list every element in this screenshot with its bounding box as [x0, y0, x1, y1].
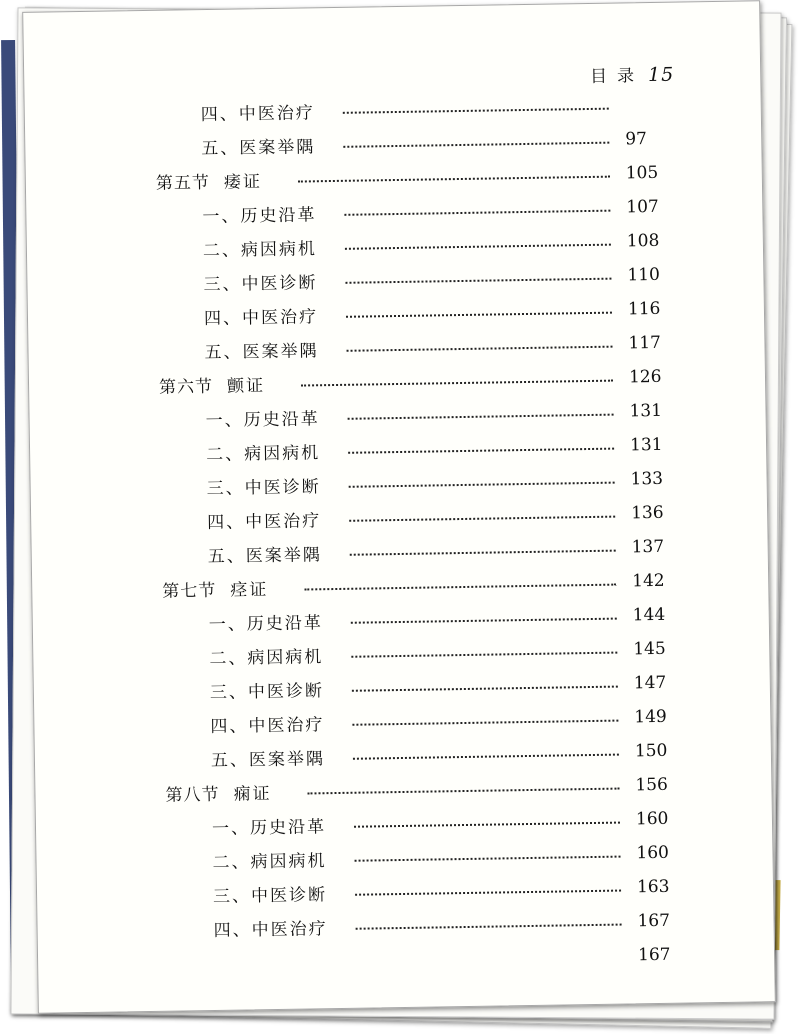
- toc-label-text: 第五节: [155, 172, 211, 194]
- toc-label-text: 三、中医诊断: [206, 477, 321, 500]
- toc-label-text: 五、医案举隅: [201, 137, 316, 160]
- toc-trailing-page-row: [38, 941, 774, 983]
- toc-page-number: 105: [625, 162, 659, 184]
- toc-page-number: 107: [626, 196, 659, 218]
- toc-label-text: 二、病因病机: [209, 647, 324, 669]
- toc-leader-dots: [347, 346, 613, 352]
- toc-item-label: [207, 506, 321, 533]
- toc-leader-dots: [343, 142, 609, 148]
- toc-page-number: 145: [633, 638, 666, 660]
- toc-label-text: 四、中医治疗: [207, 511, 322, 534]
- toc-item-label: [204, 336, 318, 363]
- toc-leader-dots: [345, 278, 611, 284]
- toc-item-label: [206, 438, 320, 465]
- toc-page-number: 147: [633, 672, 667, 694]
- toc-label-text: 五、医案举隅: [204, 341, 319, 364]
- toc-leader-dots: [307, 788, 619, 795]
- toc-page-number: 137: [631, 536, 665, 558]
- toc-item-label: [209, 642, 323, 669]
- toc-label-text: 二、病因病机: [206, 443, 321, 466]
- toc-leader-dots: [301, 380, 613, 387]
- toc-leader-dots: [350, 550, 616, 556]
- toc-page-number: 163: [636, 876, 670, 898]
- toc-leader-dots: [298, 176, 610, 183]
- page-header: [590, 61, 675, 87]
- toc-label-text: 第六节: [158, 376, 214, 398]
- toc-section-name: 痫证: [233, 784, 272, 805]
- toc-section-label: [156, 167, 262, 194]
- toc-section-name: 痿证: [223, 172, 263, 193]
- toc-label-text: 二、病因病机: [212, 851, 327, 873]
- toc-leader-dots: [348, 414, 614, 420]
- toc-item-label: [208, 540, 322, 567]
- toc-leader-dots: [352, 686, 618, 692]
- toc-leader-dots: [348, 448, 614, 454]
- toc-label-text: 三、中医诊断: [212, 885, 328, 907]
- toc-page-number: 167: [637, 944, 671, 966]
- toc-item-label: [213, 880, 327, 907]
- toc-leader-dots: [304, 584, 616, 591]
- toc-page-number: 110: [627, 264, 660, 286]
- toc-page-number: 160: [636, 842, 670, 864]
- toc-page-number: 97: [625, 129, 648, 150]
- toc-label-text: 四、中医治疗: [210, 715, 325, 737]
- toc-leader-dots: [355, 890, 621, 896]
- toc-leader-dots: [346, 312, 612, 318]
- toc-label-text: 三、中医诊断: [203, 273, 318, 296]
- toc-label-text: 一、历史沿革: [205, 409, 320, 432]
- toc-page-number: 131: [629, 434, 663, 456]
- toc-leader-dots: [349, 482, 615, 488]
- toc-item-label: [213, 914, 327, 941]
- toc-leader-dots: [349, 516, 615, 522]
- toc-label-text: 一、历史沿革: [211, 817, 327, 839]
- toc-leader-dots: [351, 652, 617, 658]
- toc-section-label: [159, 371, 265, 398]
- toc-leader-dots: [355, 856, 621, 862]
- toc-item-label: [212, 812, 326, 839]
- toc-label-text: 二、病因病机: [202, 239, 318, 262]
- toc-leader-dots: [354, 822, 620, 828]
- toc-item-label: [210, 676, 324, 703]
- toc-label-text: 四、中医治疗: [200, 103, 315, 126]
- toc-page-number: 167: [637, 910, 671, 932]
- toc-item-label: [212, 846, 326, 873]
- toc-item-label: [211, 744, 325, 771]
- toc-item-label: [202, 200, 316, 227]
- toc-page-number: 116: [627, 298, 661, 320]
- toc-leader-dots: [356, 924, 622, 930]
- toc-label-text: 一、历史沿革: [202, 205, 317, 228]
- toc-item-label: [203, 234, 317, 261]
- toc-label-text: 四、中医治疗: [203, 307, 319, 330]
- toc-section-label: [165, 779, 271, 806]
- toc-item-label: [210, 710, 324, 737]
- toc-item-label: [204, 302, 318, 329]
- toc-page-number: 131: [629, 400, 663, 422]
- toc-label-text: 四、中医治疗: [213, 919, 328, 941]
- toc-section-name: 痉证: [230, 580, 269, 601]
- toc-page-number: 150: [634, 740, 668, 762]
- toc-leader-dots: [345, 244, 611, 250]
- toc-label-text: 第七节: [162, 580, 217, 602]
- toc-page-number: 160: [635, 808, 669, 830]
- toc-item-label: [206, 472, 320, 499]
- toc-page-number: 108: [626, 230, 660, 252]
- toc-section-label: [162, 575, 268, 602]
- toc-label-text: 第八节: [165, 784, 220, 806]
- toc-leader-dots: [353, 754, 619, 760]
- toc-item-label: [205, 404, 319, 431]
- toc-leader-dots: [352, 720, 618, 726]
- table-of-contents: [25, 91, 761, 941]
- toc-page-number: 133: [630, 468, 664, 490]
- toc-label-text: 五、医案举隅: [210, 749, 326, 771]
- toc-page-number: 117: [628, 332, 662, 354]
- toc-item-label: [209, 608, 323, 635]
- toc-page-number: 126: [628, 366, 662, 388]
- toc-leader-dots: [344, 210, 610, 216]
- toc-label-text: 五、医案举隅: [207, 545, 322, 568]
- toc-page-number: 136: [630, 502, 664, 524]
- running-title: 目录: [589, 66, 645, 87]
- toc-page-number: 149: [634, 706, 667, 728]
- toc-item-label: [201, 132, 315, 159]
- header-page-number: 15: [647, 63, 675, 87]
- toc-leader-dots: [351, 618, 617, 624]
- toc-label-text: 三、中医诊断: [209, 681, 325, 703]
- toc-page-number: 142: [632, 570, 665, 592]
- toc-leader-dots: [343, 108, 609, 114]
- toc-section-name: 颤证: [226, 376, 266, 397]
- toc-page-number: 144: [632, 604, 666, 626]
- toc-label-text: 一、历史沿革: [208, 613, 323, 636]
- toc-page: [22, 0, 776, 1013]
- toc-item-label: [203, 268, 317, 295]
- toc-page-number: 156: [635, 774, 669, 796]
- toc-item-label: [201, 98, 315, 125]
